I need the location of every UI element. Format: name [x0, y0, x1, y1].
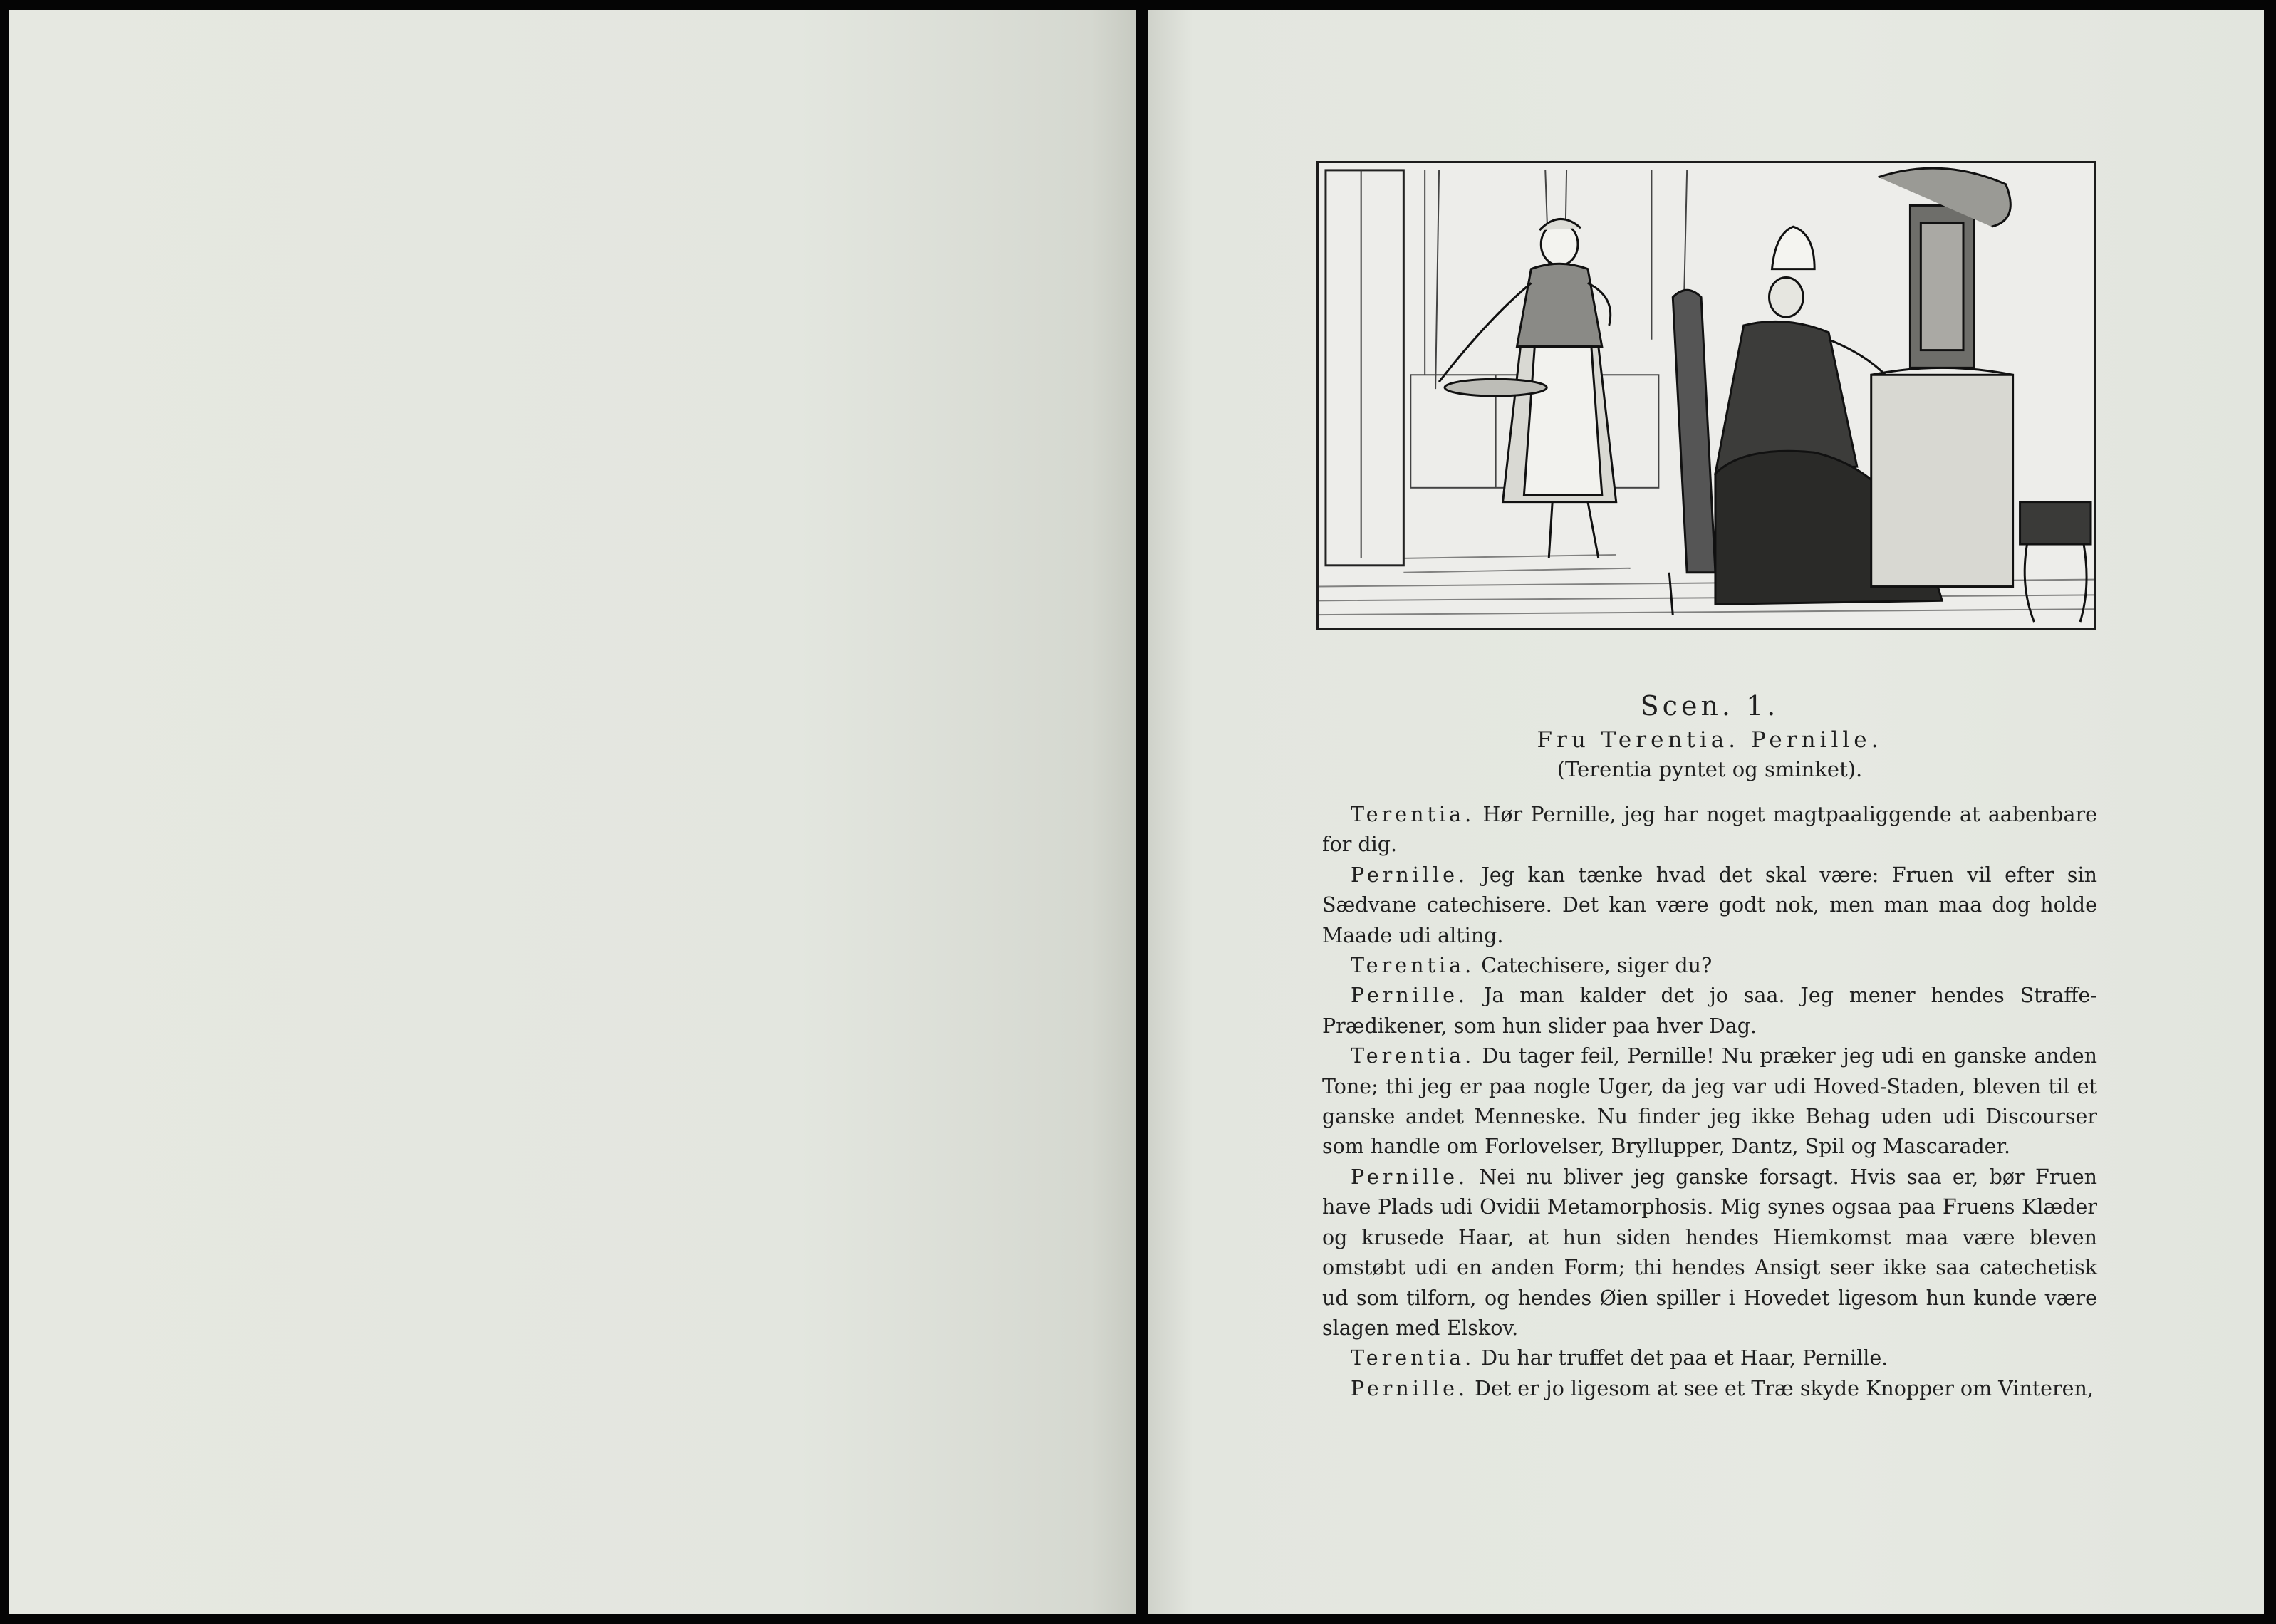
characters-list: Fru Terentia. Pernille. — [1537, 727, 1883, 753]
dialogue-line — [1322, 981, 2097, 1041]
scene-illustration — [1316, 161, 2096, 630]
dialogue-line — [1322, 951, 2097, 981]
stage-direction: (Terentia pyntet og sminket). — [1557, 757, 1863, 781]
dialogue-line — [1322, 860, 2097, 951]
dialogue-line — [1322, 1374, 2097, 1404]
speaker-name: Pernille. — [1351, 1376, 1469, 1400]
dialogue-text: Ja man kalder det jo saa. Jeg mener hendes Straffe-Prædikener, som hun slider paa hver Dag. — [1322, 984, 2097, 1038]
dialogue-text: Nei nu bliver jeg ganske forsagt. Hvis saa er, bør Fruen have Plads udi Ovidii Metamorphosis. Mig synes ogsaa paa Fruens Klæder og krusede Haar, at hun siden hendes Hiemkomst maa være bleven omstøbt udi en anden Form; thi hendes Ansigt seer ikke saa catechetisk ud som tilforn, og hendes Øien spiller i Hovedet ligesom hun kunde være slagen med Elskov. — [1322, 1165, 2097, 1340]
speaker-name: Pernille. — [1351, 984, 1469, 1008]
speaker-name: Pernille. — [1351, 863, 1469, 887]
dialogue-text: Det er jo ligesom at see et Træ skyde Knopper om Vinteren, — [1475, 1376, 2094, 1400]
speaker-name: Terentia. — [1351, 1346, 1475, 1370]
dialogue-line — [1322, 1162, 2097, 1343]
dialogue-line — [1322, 800, 2097, 860]
dialogue-line — [1322, 1041, 2097, 1162]
speaker-name: Pernille. — [1351, 1165, 1469, 1189]
dialogue-text: Du har truffet det paa et Haar, Pernille. — [1481, 1346, 1888, 1370]
scene-heading: Scen. 1. — [1640, 690, 1779, 722]
engraving-image — [1319, 163, 2094, 628]
dialogue-text: Du tager feil, Pernille! Nu præker jeg udi en ganske anden Tone; thi jeg er paa nogle Uger, da jeg var udi Hoved-Staden, bleven til et ganske andet Menneske. Nu finder jeg ikke Behag uden udi Discourser som handle om Forlovelser, Bryllupper, Dantz, Spil og Mascarader. — [1322, 1044, 2098, 1159]
speaker-name: Terentia. — [1351, 954, 1475, 978]
dialogue-text: Hør Pernille, jeg har noget magtpaaliggende at aabenbare for dig. — [1322, 803, 2097, 857]
dialogue-line — [1322, 1343, 2097, 1373]
dialogue-text: Catechisere, siger du? — [1481, 954, 1713, 978]
right-page — [1148, 10, 2264, 1614]
scene-text — [1322, 690, 2097, 1404]
book-gutter — [1136, 0, 1148, 1624]
dialogue-text: Jeg kan tænke hvad det skal være: Fruen vil efter sin Sædvane catechisere. Det kan være godt nok, men man maa dog holde Maade udi alting. — [1322, 863, 2097, 947]
speaker-name: Terentia. — [1351, 1044, 1475, 1068]
speaker-name: Terentia. — [1351, 803, 1475, 826]
left-page-blank — [9, 10, 1136, 1614]
